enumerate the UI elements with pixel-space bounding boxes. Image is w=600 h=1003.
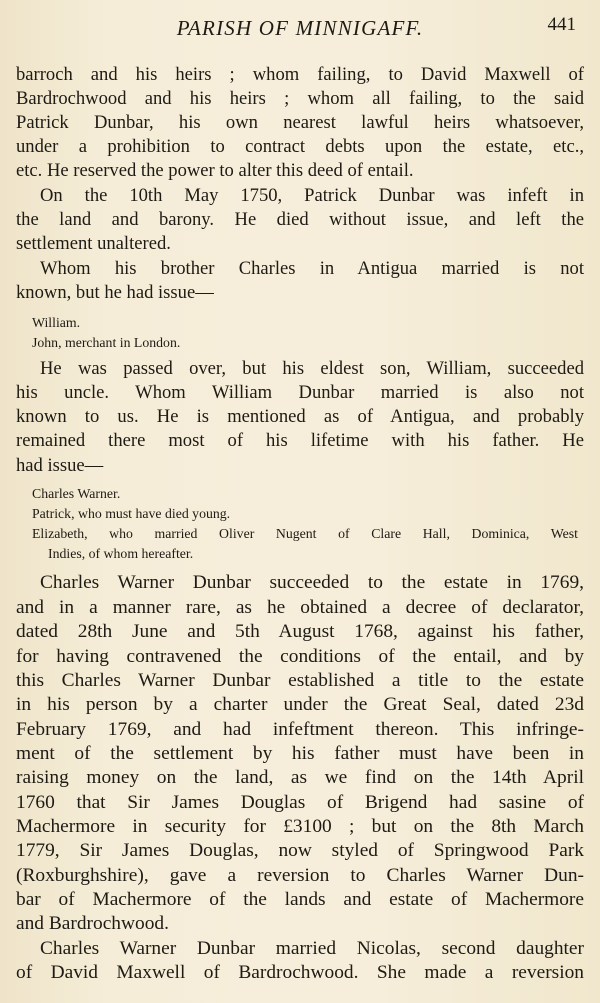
list-item: Patrick, who must have died young.: [32, 506, 231, 521]
text-line: for having contravened the conditions of the entail, and by: [16, 646, 584, 667]
text-line: ment of the settlement by his father must have been in: [16, 743, 584, 764]
running-title: PARISH OF MINNIGAFF.: [176, 16, 424, 40]
text-line: bar of Machermore of the lands and estate of Machermore: [16, 889, 584, 910]
text-line: and in a manner rare, as he obtained a decree of declarator,: [16, 597, 584, 618]
list-item: John, merchant in London.: [32, 335, 181, 350]
list-item: William.: [32, 315, 81, 330]
text-line: Machermore in security for £3100 ; but on the 8th March: [16, 816, 584, 837]
text-line: settlement unaltered.: [16, 233, 171, 254]
text-line: in his person by a charter under the Great Seal, dated 23d: [16, 694, 584, 715]
text-line: the land and barony. He died without issue, and left the: [16, 209, 584, 230]
text-line: 1779, Sir James Douglas, now styled of Springwood Park: [16, 840, 584, 861]
page-number: 441: [547, 14, 576, 35]
text-line: had issue—: [16, 455, 104, 476]
list-item: Charles Warner.: [32, 486, 121, 501]
text-line: etc. He reserved the power to alter this deed of entail.: [16, 160, 414, 181]
text-line: known to us. He is mentioned as of Antigua, and probably: [16, 406, 584, 427]
text-line: this Charles Warner Dunbar established a title to the estate: [16, 670, 584, 691]
text-line: Charles Warner Dunbar married Nicolas, second daughter: [40, 938, 584, 959]
text-line: under a prohibition to contract debts upon the estate, etc.,: [16, 136, 584, 157]
text-line: Bardrochwood and his heirs ; whom all failing, to the said: [16, 88, 584, 109]
text-line: known, but he had issue—: [16, 282, 214, 303]
text-line: Patrick Dunbar, his own nearest lawful heirs whatsoever,: [16, 112, 584, 133]
text-line: of David Maxwell of Bardrochwood. She made a reversion: [16, 962, 584, 983]
text-line: Whom his brother Charles in Antigua married is not: [40, 258, 584, 279]
text-line: He was passed over, but his eldest son, William, succeeded: [40, 358, 584, 379]
text-line: raising money on the land, as we find on the 14th April: [16, 767, 584, 788]
text-line: his uncle. Whom William Dunbar married is also not: [16, 382, 584, 403]
text-line: remained there most of his lifetime with his father. He: [16, 430, 584, 451]
text-line: (Roxburghshire), gave a reversion to Charles Warner Dun-: [16, 865, 584, 886]
running-head: [14, 13, 586, 43]
text-line: and Bardrochwood.: [16, 913, 169, 934]
text-line: dated 28th June and 5th August 1768, against his father,: [16, 621, 584, 642]
text-line: barroch and his heirs ; whom failing, to David Maxwell of: [16, 64, 584, 85]
text-line: Charles Warner Dunbar succeeded to the estate in 1769,: [40, 572, 584, 593]
text-line: 1760 that Sir James Douglas of Brigend had sasine of: [16, 792, 584, 813]
text-line: February 1769, and had infeftment thereon. This infringe-: [16, 719, 584, 740]
list-item: Elizabeth, who married Oliver Nugent of Clare Hall, Dominica, West: [32, 526, 578, 541]
text-line: On the 10th May 1750, Patrick Dunbar was infeft in: [40, 185, 584, 206]
list-item-continuation: Indies, of whom hereafter.: [48, 546, 194, 561]
